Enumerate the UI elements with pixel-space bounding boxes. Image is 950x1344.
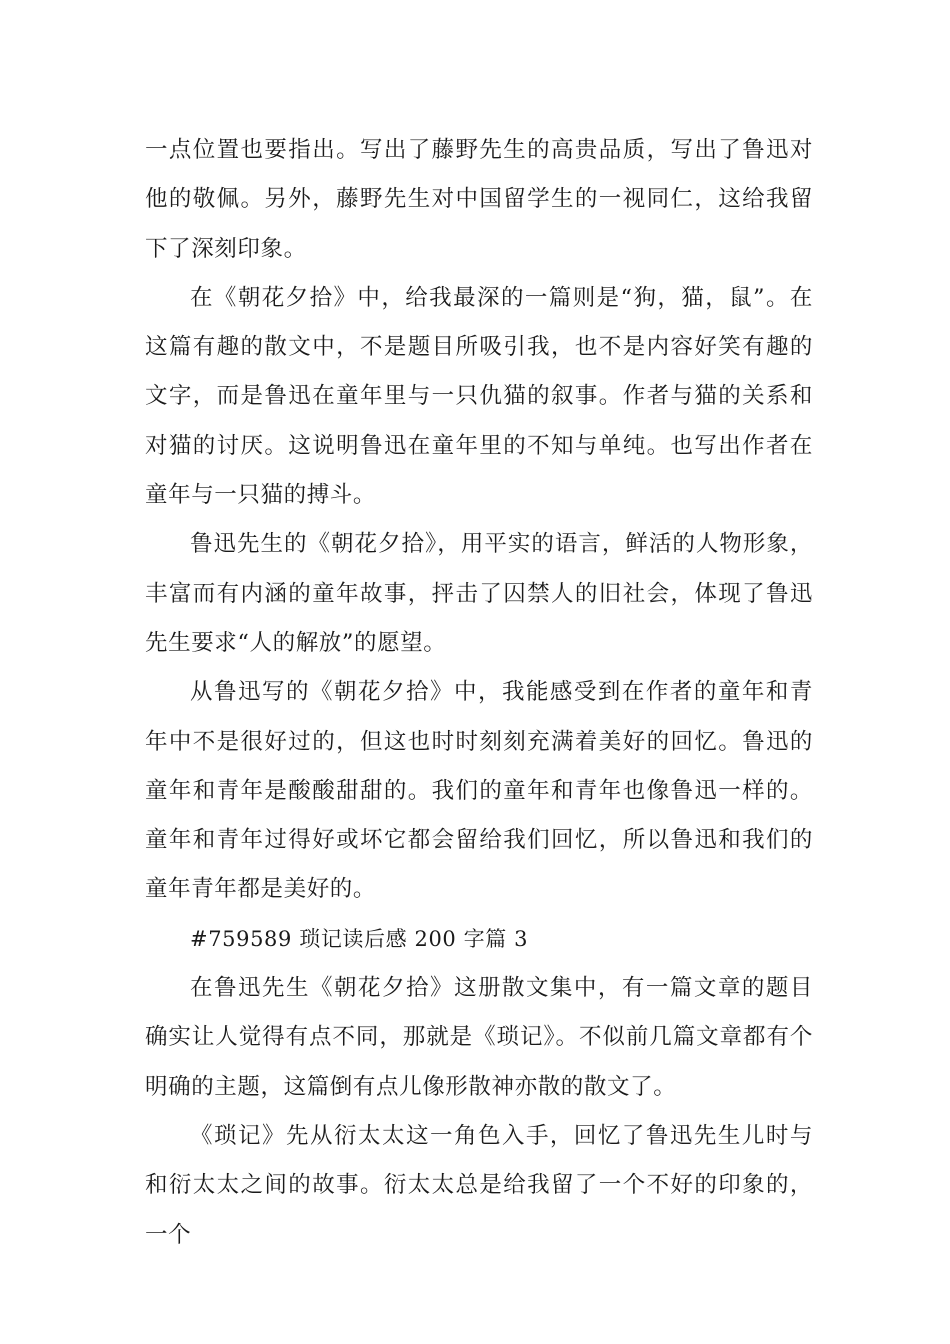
paragraph: 从鲁迅写的《朝花夕拾》中，我能感受到在作者的童年和青年中不是很好过的，但这也时时刻刻充满着美好的回忆。鲁迅的童年和青年是酸酸甜甜的。我们的童年和青年也像鲁迅一样的。童年和青年过得好或坏它都会留给我们回忆，所以鲁迅和我们的童年青年都是美好的。 — [145, 679, 813, 903]
paragraph: 在《朝花夕拾》中，给我最深的一篇则是“狗，猫，鼠”。在这篇有趣的散文中，不是题目所吸引我，也不是内容好笑有趣的文字，而是鲁迅在童年里与一只仇猫的叙事。作者与猫的关系和对猫的讨厌。这说明鲁迅在童年里的不知与单纯。也写出作者在童年与一只猫的搏斗。 — [145, 284, 813, 509]
section-heading: #759589 琐记读后感 200 字篇 3 — [190, 926, 529, 951]
paragraph: 在鲁迅先生《朝花夕拾》这册散文集中，有一篇文章的题目确实让人觉得有点不同，那就是《琐记》。不似前几篇文章都有个明确的主题，这篇倒有点儿像形散神亦散的散文了。 — [145, 975, 813, 1100]
paragraph: 《琐记》先从衍太太这一角色入手，回忆了鲁迅先生儿时与和衍太太之间的故事。衍太太总是给我留了一个不好的印象的，一个 — [145, 1122, 813, 1248]
document-body — [145, 126, 813, 1260]
paragraph: 鲁迅先生的《朝花夕拾》，用平实的语言，鲜活的人物形象，丰富而有内涵的童年故事，抨击了囚禁人的旧社会，体现了鲁迅先生要求“人的解放”的愿望。 — [145, 531, 813, 656]
paragraph-continuation: 一点位置也要指出。写出了藤野先生的高贵品质，写出了鲁迅对他的敬佩。另外，藤野先生对中国留学生的一视同仁，这给我留下了深刻印象。 — [145, 137, 813, 262]
